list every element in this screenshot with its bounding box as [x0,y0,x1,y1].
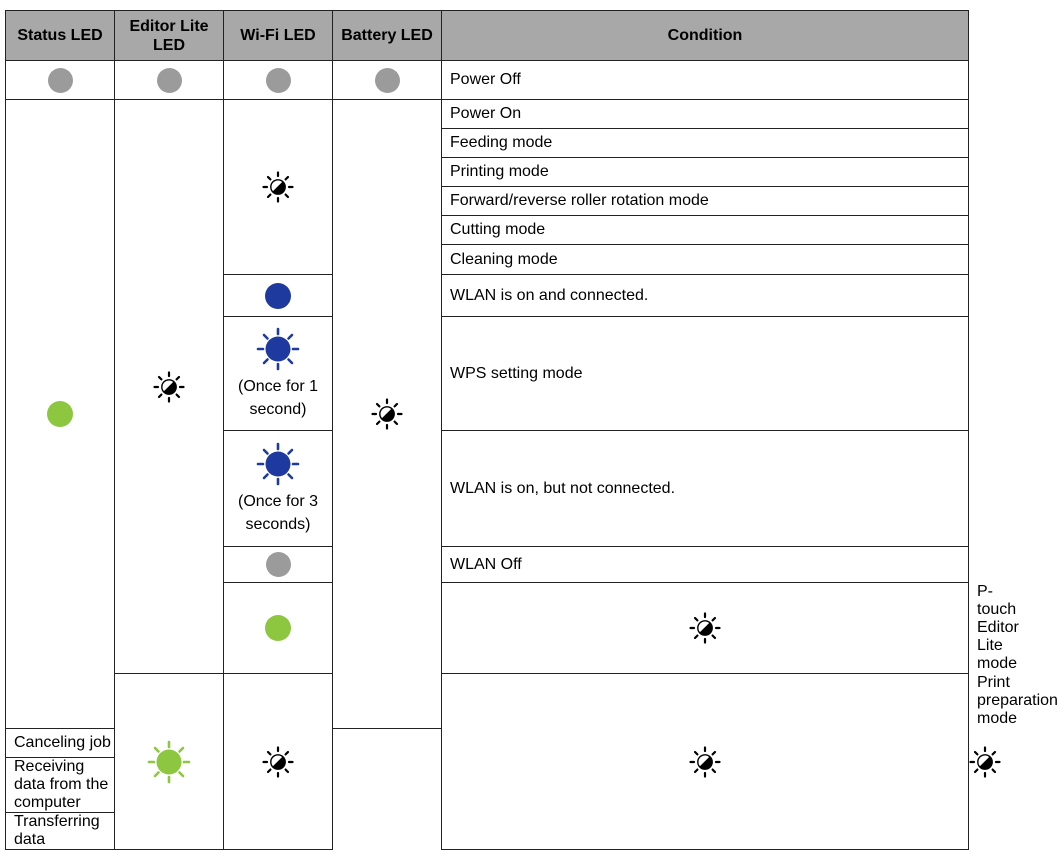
table-row: P-touch Editor Lite mode [6,583,969,674]
led-off-icon [266,68,291,93]
condition-cell: Feeding mode [442,129,969,158]
status-led-cell [6,61,115,100]
status-led-cell [115,674,224,850]
editor-lite-led-cell [224,583,333,674]
editor-lite-led-cell [115,100,224,674]
header-row [6,11,969,61]
header-battery-led: Battery LED [333,11,442,61]
blink-duration-note: (Once for 3 seconds) [237,492,319,533]
led-any-state-icon [262,746,294,778]
led-any-state-icon [153,371,185,403]
header-status-led: Status LED [6,11,115,61]
header-wifi-led: Wi-Fi LED [224,11,333,61]
led-blue-blinking-icon [256,442,300,486]
header-condition: Condition [442,11,969,61]
led-off-icon [266,552,291,577]
condition-cell: WLAN Off [442,547,969,583]
led-off-icon [157,68,182,93]
led-blue-icon [265,283,291,309]
table-row [6,61,969,100]
led-off-icon [48,68,73,93]
condition-cell: Power Off [442,61,969,100]
wifi-led-cell [224,61,333,100]
led-any-state-icon [371,398,403,430]
led-any-state-icon [689,612,721,644]
battery-led-cell [333,61,442,100]
led-off-icon [375,68,400,93]
wifi-led-cell [224,100,333,275]
led-green-icon [265,615,291,641]
led-green-blinking-icon [147,740,191,784]
status-led-cell [6,100,115,729]
wifi-led-cell [224,317,333,431]
condition-cell: Canceling job [6,729,115,758]
condition-cell: Forward/reverse roller rotation mode [442,187,969,216]
wifi-led-cell [442,674,969,850]
editor-lite-led-cell [224,674,333,850]
table-row [6,100,969,129]
led-blue-blinking-icon [256,327,300,371]
led-any-state-icon [262,171,294,203]
led-status-table [5,10,1058,850]
blink-duration-note: (Once for 1 second) [237,377,319,418]
condition-cell: Receiving data from the computer [6,758,115,813]
led-any-state-icon [969,746,1001,778]
condition-cell: WLAN is on, but not connected. [442,431,969,547]
condition-cell: Power On [442,100,969,129]
editor-lite-led-cell [115,61,224,100]
header-editor-lite-led: Editor Lite LED [115,11,224,61]
wifi-led-cell [224,431,333,547]
condition-cell: Cutting mode [442,216,969,245]
condition-cell: Cleaning mode [442,245,969,275]
condition-cell: Printing mode [442,158,969,187]
wifi-led-cell [442,583,969,674]
led-any-state-icon [689,746,721,778]
table-row: Print preparation mode [6,674,969,729]
condition-cell: Transferring data [6,813,115,850]
wifi-led-cell [224,547,333,583]
battery-led-cell [333,100,442,729]
wifi-led-cell [224,275,333,317]
led-green-icon [47,401,73,427]
condition-cell: WPS setting mode [442,317,969,431]
condition-cell: WLAN is on and connected. [442,275,969,317]
